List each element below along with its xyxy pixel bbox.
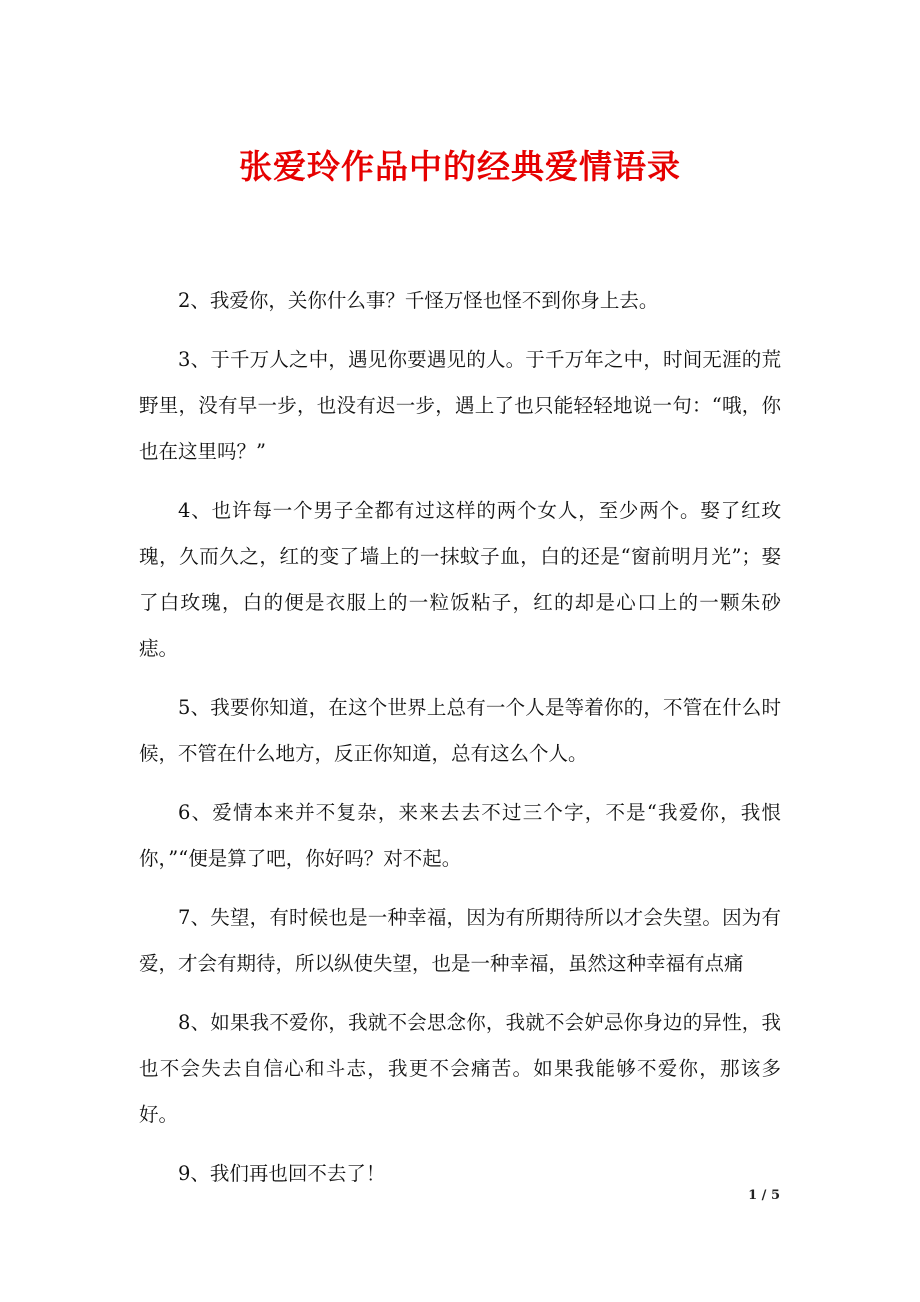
quote-paragraph-5: 5、我要你知道，在这个世界上总有一个人是等着你的，不管在什么时候，不管在什么地方，反正你知道，总有这么个人。 (139, 696, 781, 765)
document-body (139, 278, 781, 1210)
quote-paragraph-8: 8、如果我不爱你，我就不会思念你，我就不会妒忌你身边的异性，我也不会失去自信心和斗志，我更不会痛苦。如果我能够不爱你，那该多好。 (139, 1011, 781, 1126)
quote-paragraph-4: 4、也许每一个男子全都有过这样的两个女人，至少两个。娶了红玫瑰，久而久之，红的变了墙上的一抹蚊子血，白的还是“窗前明月光”；娶了白玫瑰，白的便是衣服上的一粒饭粘子，红的却是心口上的一颗朱砂痣。 (139, 499, 781, 660)
document-title: 张爱玲作品中的经典爱情语录 (239, 147, 681, 186)
quote-paragraph-7: 7、失望，有时候也是一种幸福，因为有所期待所以才会失望。因为有爱，才会有期待，所以纵使失望，也是一种幸福，虽然这种幸福有点痛 (139, 906, 781, 975)
quote-paragraph-2: 2、我爱你，关你什么事？千怪万怪也怪不到你身上去。 (178, 289, 659, 312)
quote-paragraph-6: 6、爱情本来并不复杂，来来去去不过三个字，不是“我爱你，我恨你，”“便是算了吧，你好吗？对不起。 (139, 801, 781, 870)
quote-paragraph-3: 3、于千万人之中，遇见你要遇见的人。于千万年之中，时间无涯的荒野里，没有早一步，也没有迟一步，遇上了也只能轻轻地说一句：“哦，你也在这里吗？” (139, 348, 781, 463)
page-number: 1 / 5 (748, 1188, 780, 1203)
quote-paragraph-9: 9、我们再也回不去了！ (178, 1162, 386, 1185)
